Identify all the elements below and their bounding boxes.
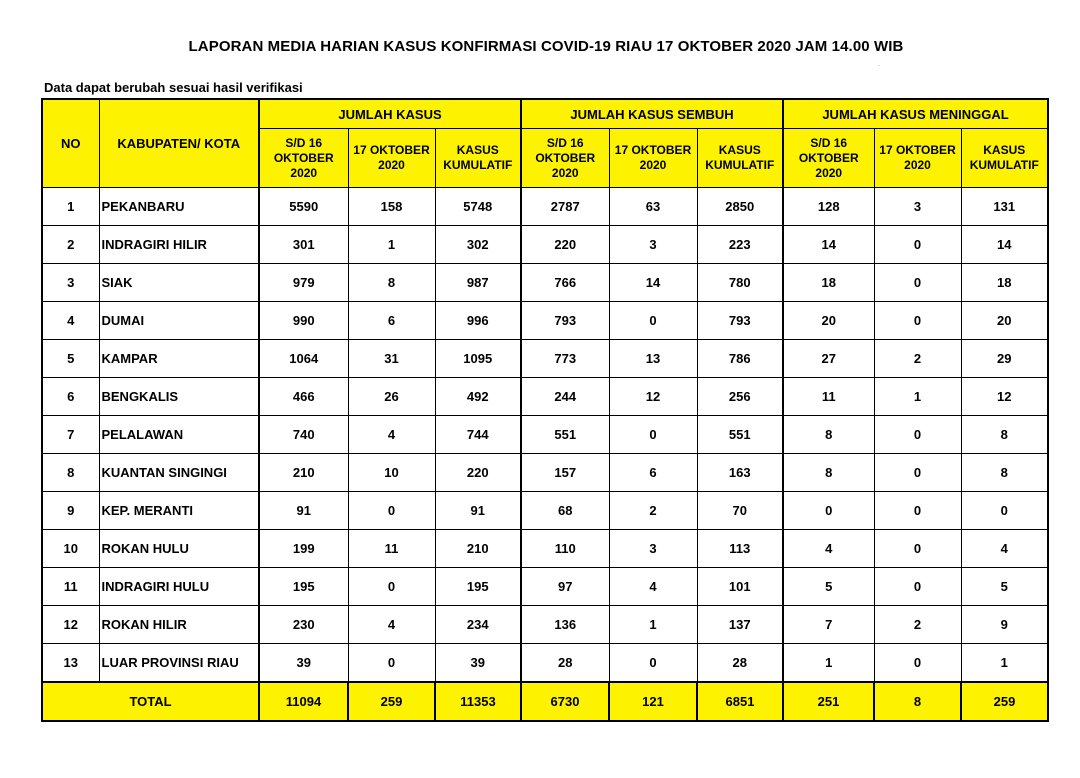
row-value-cell: 1 [874,378,961,416]
row-value-cell: 301 [259,226,348,264]
row-value-cell: 1 [961,644,1048,683]
row-value-cell: 70 [697,492,783,530]
row-value-cell: 0 [874,568,961,606]
row-value-cell: 0 [874,454,961,492]
row-value-cell: 6 [609,454,697,492]
table-body [42,188,1048,683]
table-row [42,644,1048,683]
row-value-cell: 11 [348,530,435,568]
row-value-cell: 5590 [259,188,348,226]
row-value-cell: 244 [521,378,609,416]
row-value-cell: 0 [874,492,961,530]
row-kabupaten: ROKAN HULU [99,530,259,568]
row-value-cell: 0 [348,644,435,683]
row-value-cell: 2 [874,606,961,644]
row-value-cell: 210 [259,454,348,492]
row-kabupaten: DUMAI [99,302,259,340]
header-sub-cell: S/D 16 OKTOBER 2020 [521,129,609,188]
row-value-cell: 6 [348,302,435,340]
row-value-cell: 91 [435,492,521,530]
row-value-cell: 210 [435,530,521,568]
row-no: 4 [42,302,99,340]
row-value-cell: 136 [521,606,609,644]
row-value-cell: 18 [783,264,874,302]
row-value-cell: 0 [348,492,435,530]
header-group-jumlah-kasus: JUMLAH KASUS [259,99,521,129]
row-value-cell: 113 [697,530,783,568]
row-value-cell: 0 [609,302,697,340]
row-value-cell: 158 [348,188,435,226]
row-value-cell: 4 [348,606,435,644]
row-kabupaten: PEKANBARU [99,188,259,226]
row-value-cell: 1 [783,644,874,683]
row-value-cell: 97 [521,568,609,606]
row-value-cell: 1064 [259,340,348,378]
row-value-cell: 26 [348,378,435,416]
header-kabupaten: KABUPATEN/ KOTA [99,99,259,188]
row-value-cell: 18 [961,264,1048,302]
row-value-cell: 0 [348,568,435,606]
row-value-cell: 786 [697,340,783,378]
row-value-cell: 987 [435,264,521,302]
table-row [42,302,1048,340]
row-value-cell: 12 [609,378,697,416]
row-value-cell: 492 [435,378,521,416]
row-value-cell: 29 [961,340,1048,378]
row-value-cell: 0 [783,492,874,530]
row-kabupaten: BENGKALIS [99,378,259,416]
row-value-cell: 5748 [435,188,521,226]
total-cell: 8 [874,682,961,721]
row-value-cell: 28 [697,644,783,683]
row-kabupaten: PELALAWAN [99,416,259,454]
header-sub-cell: S/D 16 OKTOBER 2020 [783,129,874,188]
row-no: 7 [42,416,99,454]
table-row [42,530,1048,568]
row-value-cell: 8 [783,416,874,454]
row-no: 10 [42,530,99,568]
row-value-cell: 3 [874,188,961,226]
row-value-cell: 1 [609,606,697,644]
row-kabupaten: INDRAGIRI HILIR [99,226,259,264]
header-group-kasus-sembuh: JUMLAH KASUS SEMBUH [521,99,783,129]
table-header [42,99,1048,188]
row-value-cell: 195 [259,568,348,606]
header-no: NO [42,99,99,188]
row-no: 1 [42,188,99,226]
row-value-cell: 157 [521,454,609,492]
row-kabupaten: KAMPAR [99,340,259,378]
table-row [42,340,1048,378]
row-value-cell: 39 [259,644,348,683]
row-value-cell: 110 [521,530,609,568]
row-value-cell: 28 [521,644,609,683]
row-value-cell: 0 [874,302,961,340]
row-value-cell: 0 [874,644,961,683]
row-value-cell: 13 [609,340,697,378]
table-row [42,454,1048,492]
row-value-cell: 7 [783,606,874,644]
row-no: 5 [42,340,99,378]
total-cell: 11094 [259,682,348,721]
row-value-cell: 128 [783,188,874,226]
row-value-cell: 0 [874,264,961,302]
header-sub-cell: KASUS KUMULATIF [435,129,521,188]
row-value-cell: 8 [961,416,1048,454]
row-value-cell: 5 [961,568,1048,606]
row-value-cell: 0 [874,226,961,264]
row-value-cell: 10 [348,454,435,492]
row-value-cell: 740 [259,416,348,454]
total-label: TOTAL [42,682,259,721]
header-sub-cell: 17 OKTOBER 2020 [348,129,435,188]
row-value-cell: 1 [348,226,435,264]
header-sub-cell: 17 OKTOBER 2020 [609,129,697,188]
row-value-cell: 0 [609,644,697,683]
table-row [42,606,1048,644]
row-value-cell: 20 [961,302,1048,340]
row-no: 11 [42,568,99,606]
row-value-cell: 466 [259,378,348,416]
total-row [42,682,1048,721]
header-sub-cell: KASUS KUMULATIF [697,129,783,188]
table-row [42,568,1048,606]
row-no: 13 [42,644,99,683]
row-no: 8 [42,454,99,492]
row-value-cell: 0 [874,530,961,568]
row-value-cell: 744 [435,416,521,454]
header-sub-cell: KASUS KUMULATIF [961,129,1048,188]
row-value-cell: 220 [521,226,609,264]
total-cell: 11353 [435,682,521,721]
row-value-cell: 20 [783,302,874,340]
row-value-cell: 979 [259,264,348,302]
row-value-cell: 793 [697,302,783,340]
row-value-cell: 0 [609,416,697,454]
row-value-cell: 14 [609,264,697,302]
row-value-cell: 68 [521,492,609,530]
header-group-kasus-meninggal: JUMLAH KASUS MENINGGAL [783,99,1048,129]
row-value-cell: 996 [435,302,521,340]
row-value-cell: 5 [783,568,874,606]
row-value-cell: 773 [521,340,609,378]
total-cell: 6730 [521,682,609,721]
row-value-cell: 9 [961,606,1048,644]
row-value-cell: 0 [874,416,961,454]
row-value-cell: 27 [783,340,874,378]
header-group-row [42,99,1048,129]
table-row [42,264,1048,302]
row-value-cell: 199 [259,530,348,568]
total-cell: 259 [961,682,1048,721]
row-kabupaten: KEP. MERANTI [99,492,259,530]
row-value-cell: 31 [348,340,435,378]
row-value-cell: 302 [435,226,521,264]
row-no: 3 [42,264,99,302]
row-value-cell: 551 [521,416,609,454]
row-value-cell: 2787 [521,188,609,226]
row-value-cell: 766 [521,264,609,302]
row-value-cell: 63 [609,188,697,226]
row-value-cell: 223 [697,226,783,264]
table-row [42,492,1048,530]
row-value-cell: 8 [961,454,1048,492]
row-value-cell: 0 [961,492,1048,530]
row-value-cell: 163 [697,454,783,492]
row-value-cell: 8 [348,264,435,302]
row-value-cell: 4 [609,568,697,606]
row-kabupaten: ROKAN HILIR [99,606,259,644]
report-subtitle: Data dapat berubah sesuai hasil verifikasi [44,80,303,95]
row-value-cell: 8 [783,454,874,492]
row-value-cell: 220 [435,454,521,492]
row-value-cell: 4 [783,530,874,568]
row-value-cell: 12 [961,378,1048,416]
table-footer [42,682,1048,721]
total-cell: 259 [348,682,435,721]
table-row [42,416,1048,454]
total-cell: 121 [609,682,697,721]
row-no: 2 [42,226,99,264]
total-cell: 251 [783,682,874,721]
row-value-cell: 780 [697,264,783,302]
row-value-cell: 1095 [435,340,521,378]
table-row [42,226,1048,264]
header-sub-cell: S/D 16 OKTOBER 2020 [259,129,348,188]
row-value-cell: 2 [609,492,697,530]
row-no: 9 [42,492,99,530]
row-value-cell: 4 [961,530,1048,568]
row-kabupaten: INDRAGIRI HULU [99,568,259,606]
row-value-cell: 2 [874,340,961,378]
total-cell: 6851 [697,682,783,721]
row-value-cell: 256 [697,378,783,416]
row-value-cell: 3 [609,530,697,568]
decorative-mark: ˙ [878,64,881,73]
row-kabupaten: SIAK [99,264,259,302]
row-value-cell: 793 [521,302,609,340]
report-title: LAPORAN MEDIA HARIAN KASUS KONFIRMASI COVID-19 RIAU 17 OKTOBER 2020 JAM 14.00 WIB [188,38,904,55]
covid-case-table [41,98,1049,722]
table-row [42,188,1048,226]
row-kabupaten: LUAR PROVINSI RIAU [99,644,259,683]
row-no: 12 [42,606,99,644]
row-value-cell: 195 [435,568,521,606]
row-value-cell: 4 [348,416,435,454]
table-row [42,378,1048,416]
row-value-cell: 14 [961,226,1048,264]
row-value-cell: 101 [697,568,783,606]
row-value-cell: 39 [435,644,521,683]
header-sub-cell: 17 OKTOBER 2020 [874,129,961,188]
row-value-cell: 230 [259,606,348,644]
row-value-cell: 131 [961,188,1048,226]
row-value-cell: 551 [697,416,783,454]
row-value-cell: 3 [609,226,697,264]
row-value-cell: 990 [259,302,348,340]
row-value-cell: 2850 [697,188,783,226]
row-value-cell: 11 [783,378,874,416]
row-value-cell: 14 [783,226,874,264]
row-value-cell: 234 [435,606,521,644]
row-value-cell: 137 [697,606,783,644]
row-kabupaten: KUANTAN SINGINGI [99,454,259,492]
row-value-cell: 91 [259,492,348,530]
row-no: 6 [42,378,99,416]
